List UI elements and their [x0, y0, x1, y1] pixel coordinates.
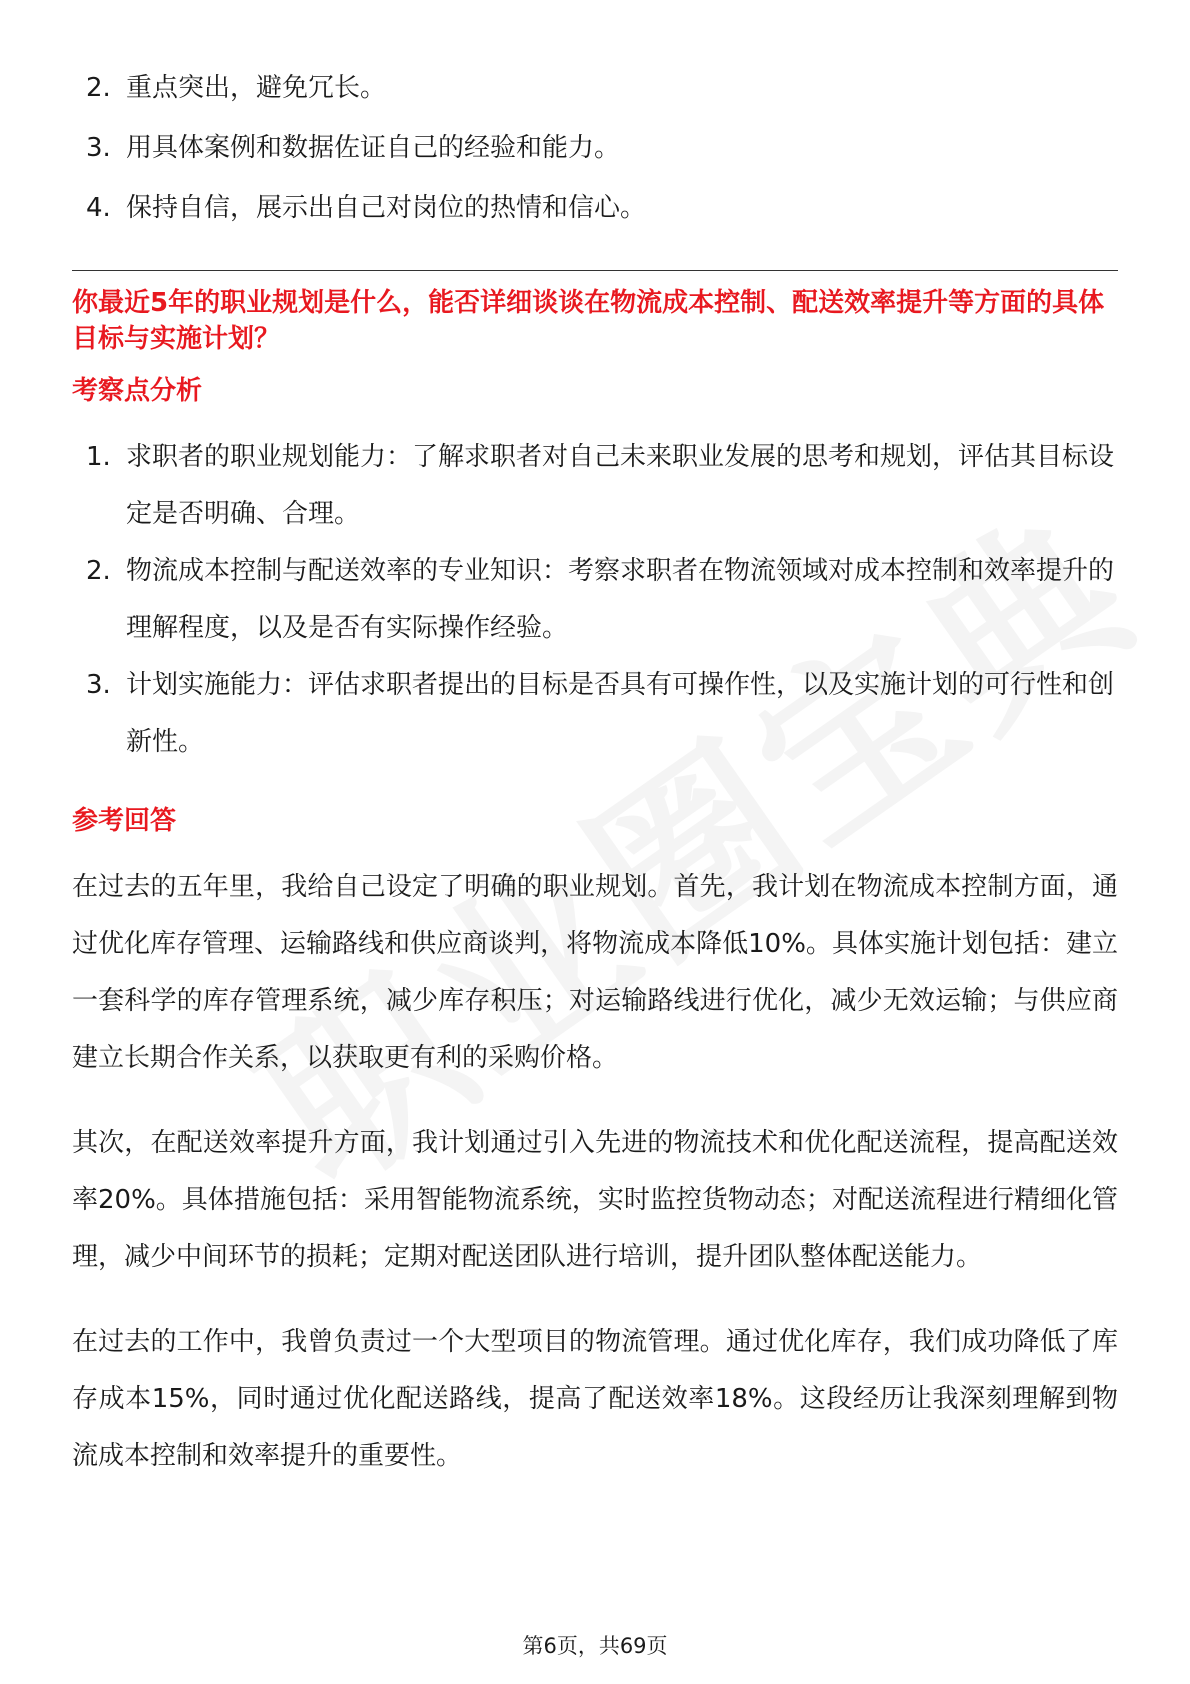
list-item — [72, 543, 1118, 657]
list-number: 2. — [86, 556, 111, 586]
list-item — [72, 657, 1118, 771]
list-number: 3. — [86, 133, 111, 163]
list-text: 求职者的职业规划能力：了解求职者对自己未来职业发展的思考和规划，评估其目标设定是否明确、合理。 — [126, 442, 1115, 529]
analysis-heading: 考察点分析 — [72, 376, 203, 406]
list-text: 用具体案例和数据佐证自己的经验和能力。 — [126, 133, 621, 163]
answer-paragraph: 在过去的工作中，我曾负责过一个大型项目的物流管理。通过优化库存，我们成功降低了库存成本15%，同时通过优化配送路线，提高了配送效率18%。这段经历让我深刻理解到物流成本控制和效率提升的重要性。 — [72, 1327, 1118, 1471]
list-text: 计划实施能力：评估求职者提出的目标是否具有可操作性，以及实施计划的可行性和创新性。 — [126, 670, 1115, 757]
list-number: 3. — [86, 670, 111, 700]
list-item — [72, 429, 1118, 543]
interview-question: 你最近5年的职业规划是什么，能否详细谈谈在物流成本控制、配送效率提升等方面的具体目标与实施计划？ — [72, 288, 1105, 354]
list-number: 1. — [86, 442, 111, 472]
list-text: 重点突出，避免冗长。 — [126, 73, 387, 103]
tips-list — [72, 58, 1118, 238]
analysis-list — [72, 429, 1118, 771]
answer-paragraph: 其次，在配送效率提升方面，我计划通过引入先进的物流技术和优化配送流程，提高配送效率20%。具体措施包括：采用智能物流系统，实时监控货物动态；对配送流程进行精细化管理，减少中间环节的损耗；定期对配送团队进行培训，提升团队整体配送能力。 — [72, 1128, 1118, 1272]
answer-paragraph: 在过去的五年里，我给自己设定了明确的职业规划。首先，我计划在物流成本控制方面，通过优化库存管理、运输路线和供应商谈判，将物流成本降低10%。具体实施计划包括：建立一套科学的库存管理系统，减少库存积压；对运输路线进行优化，减少无效运输；与供应商建立长期合作关系，以获取更有利的采购价格。 — [72, 872, 1118, 1073]
list-item — [72, 118, 1118, 178]
list-text: 保持自信，展示出自己对岗位的热情和信心。 — [126, 193, 647, 223]
section-divider — [72, 270, 1118, 271]
list-number: 4. — [86, 193, 111, 223]
list-number: 2. — [86, 73, 111, 103]
answer-heading: 参考回答 — [72, 806, 177, 836]
list-text: 物流成本控制与配送效率的专业知识：考察求职者在物流领域对成本控制和效率提升的理解程度，以及是否有实际操作经验。 — [126, 556, 1115, 643]
page-number: 第6页，共69页 — [522, 1634, 668, 1658]
page-content — [72, 58, 1118, 1513]
list-item — [72, 58, 1118, 118]
list-item — [72, 178, 1118, 238]
